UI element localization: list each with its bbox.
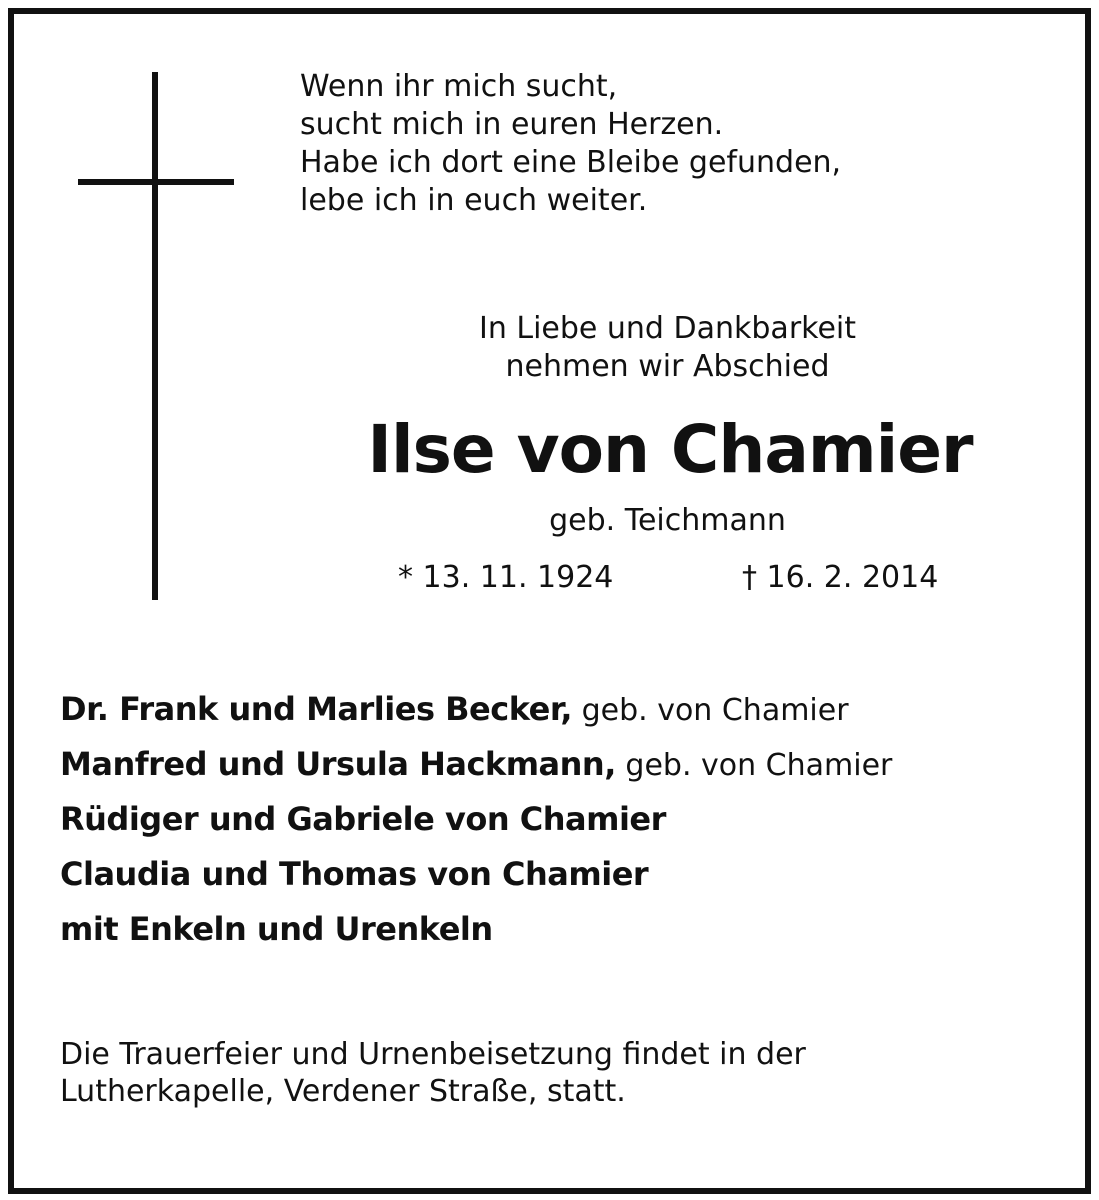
poem-line: Wenn ihr mich sucht, — [300, 69, 618, 104]
family-entry — [60, 737, 892, 792]
maiden-name: geb. Teichmann — [549, 503, 786, 538]
poem-line: sucht mich in euren Herzen. — [300, 107, 724, 142]
birth-date: * 13. 11. 1924 — [398, 560, 614, 595]
cross-icon-vertical-bar — [152, 72, 158, 600]
family-entry — [60, 792, 892, 847]
family-entry-names: mit Enkeln und Urenkeln — [60, 910, 493, 948]
family-entry-names: Manfred und Ursula Hackmann, — [60, 745, 616, 783]
ceremony-note-line: Lutherkapelle, Verdener Straße, statt. — [60, 1074, 626, 1109]
farewell-line: nehmen wir Abschied — [505, 349, 830, 384]
poem-line: lebe ich in euch weiter. — [300, 183, 648, 218]
farewell-text — [400, 310, 935, 386]
farewell-line: In Liebe und Dankbarkeit — [478, 311, 857, 346]
family-entry-suffix: geb. von Chamier — [572, 693, 849, 728]
deceased-name: Ilse von Chamier — [367, 411, 973, 488]
poem — [300, 68, 841, 220]
family-entry — [60, 902, 892, 957]
family-entry-names: Dr. Frank und Marlies Becker, — [60, 690, 573, 728]
death-date: † 16. 2. 2014 — [742, 560, 939, 595]
ceremony-note-line: Die Trauerfeier und Urnenbeisetzung findet in der — [60, 1037, 806, 1072]
family-list — [60, 682, 892, 957]
family-entry-names: Rüdiger und Gabriele von Chamier — [60, 800, 666, 838]
family-entry-names: Claudia und Thomas von Chamier — [60, 855, 649, 893]
poem-line: Habe ich dort eine Bleibe gefunden, — [300, 145, 842, 180]
family-entry — [60, 847, 892, 902]
family-entry-suffix: geb. von Chamier — [615, 748, 893, 783]
family-entry — [60, 682, 892, 737]
cross-icon-horizontal-bar — [78, 179, 234, 185]
ceremony-note — [60, 1036, 806, 1110]
